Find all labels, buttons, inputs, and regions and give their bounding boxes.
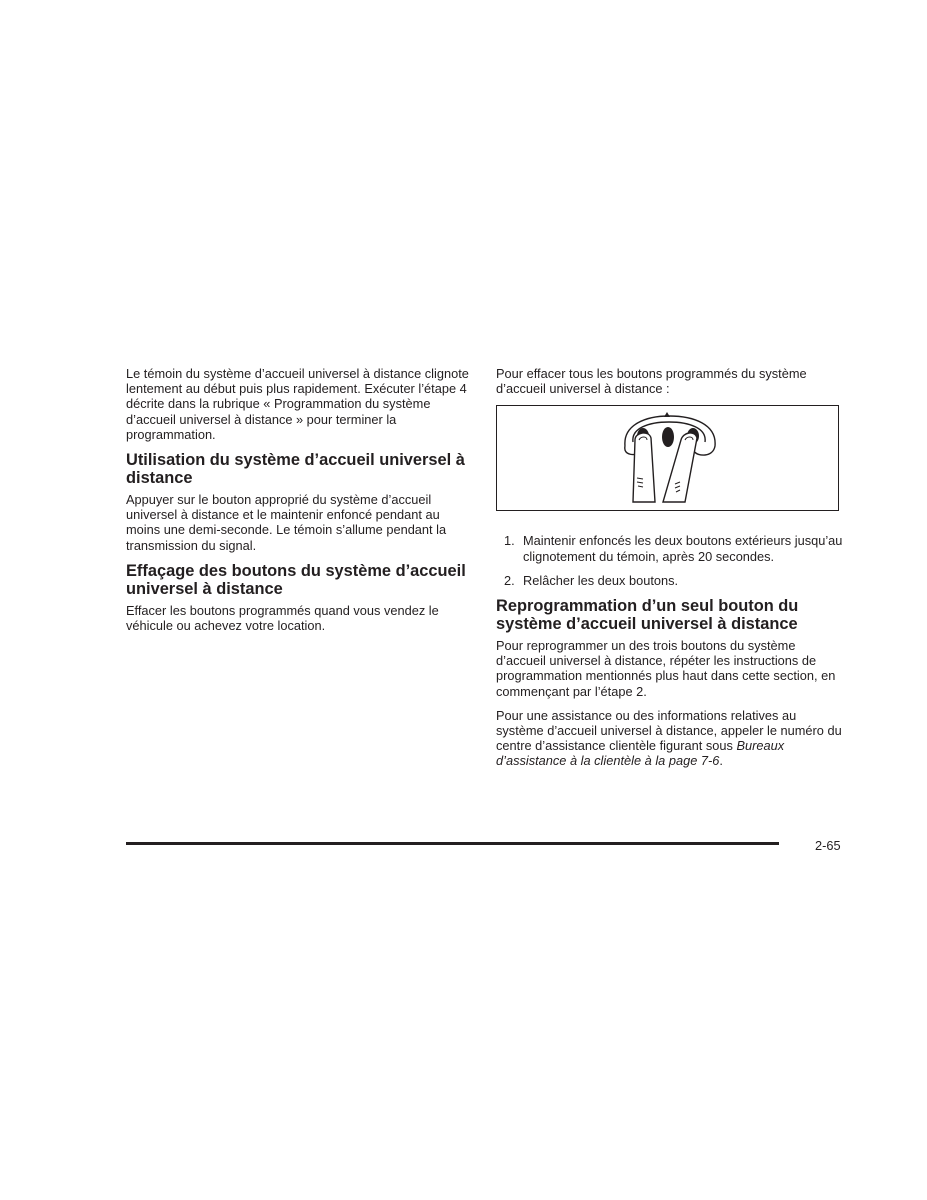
list-item	[496, 533, 846, 563]
hand-pressing-buttons-icon	[497, 406, 837, 509]
intro-paragraph: Le témoin du système d’accueil universel à distance clignote lentement au début puis plus rapidement. Exécuter l’étape 4 décrite dans la rubrique « Programmation du système d’accueil universel à distance » pour terminer la programmation.	[126, 366, 469, 442]
step-text: Maintenir enfoncés les deux boutons extérieurs jusqu’au clignotement du témoin, après 20 secondes.	[523, 533, 843, 564]
section-body-utilisation: Appuyer sur le bouton approprié du système d’accueil universel à distance et le maintenir enfoncé pendant au moins une demi-seconde. Le témoin s’allume pendant la transmission du signal.	[126, 492, 447, 553]
footer-rule	[126, 842, 779, 845]
section-heading-utilisation: Utilisation du système d’accueil universel à distance	[126, 451, 465, 488]
page-number: 2-65	[815, 838, 841, 853]
section-heading-reprogrammation: Reprogrammation d’un seul bouton du système d’accueil universel à distance	[496, 597, 799, 634]
list-item	[496, 573, 846, 588]
button-press-figure	[496, 405, 839, 511]
assistance-text: Pour une assistance ou des informations relatives au système d’accueil universel à distance, appeler le numéro du centre d’assistance clientèle figurant sous	[496, 707, 842, 754]
step-text: Relâcher les deux boutons.	[523, 572, 679, 588]
assistance-paragraph	[496, 708, 846, 769]
right-column	[496, 366, 846, 778]
step-number: 2.	[504, 572, 515, 588]
section-body-reprogrammation: Pour reprogrammer un des trois boutons du système d’accueil universel à distance, répéter les instructions de programmation mentionnés plus haut dans cette section, en commençant par l’étape 2.	[496, 638, 836, 699]
erase-steps-list	[496, 533, 846, 588]
section-heading-effacage: Effaçage des boutons du système d’accueil universel à distance	[126, 561, 466, 598]
step-number: 1.	[504, 533, 515, 549]
erase-intro-paragraph: Pour effacer tous les boutons programmés du système d’accueil universel à distance :	[496, 366, 807, 397]
assistance-end: .	[719, 753, 723, 769]
section-body-effacage: Effacer les boutons programmés quand vous vendez le véhicule ou achevez votre location.	[126, 602, 439, 634]
assistance-reference-link[interactable]: Bureaux d’assistance à la clientèle à la page 7-6	[496, 738, 785, 769]
left-column	[126, 366, 474, 642]
